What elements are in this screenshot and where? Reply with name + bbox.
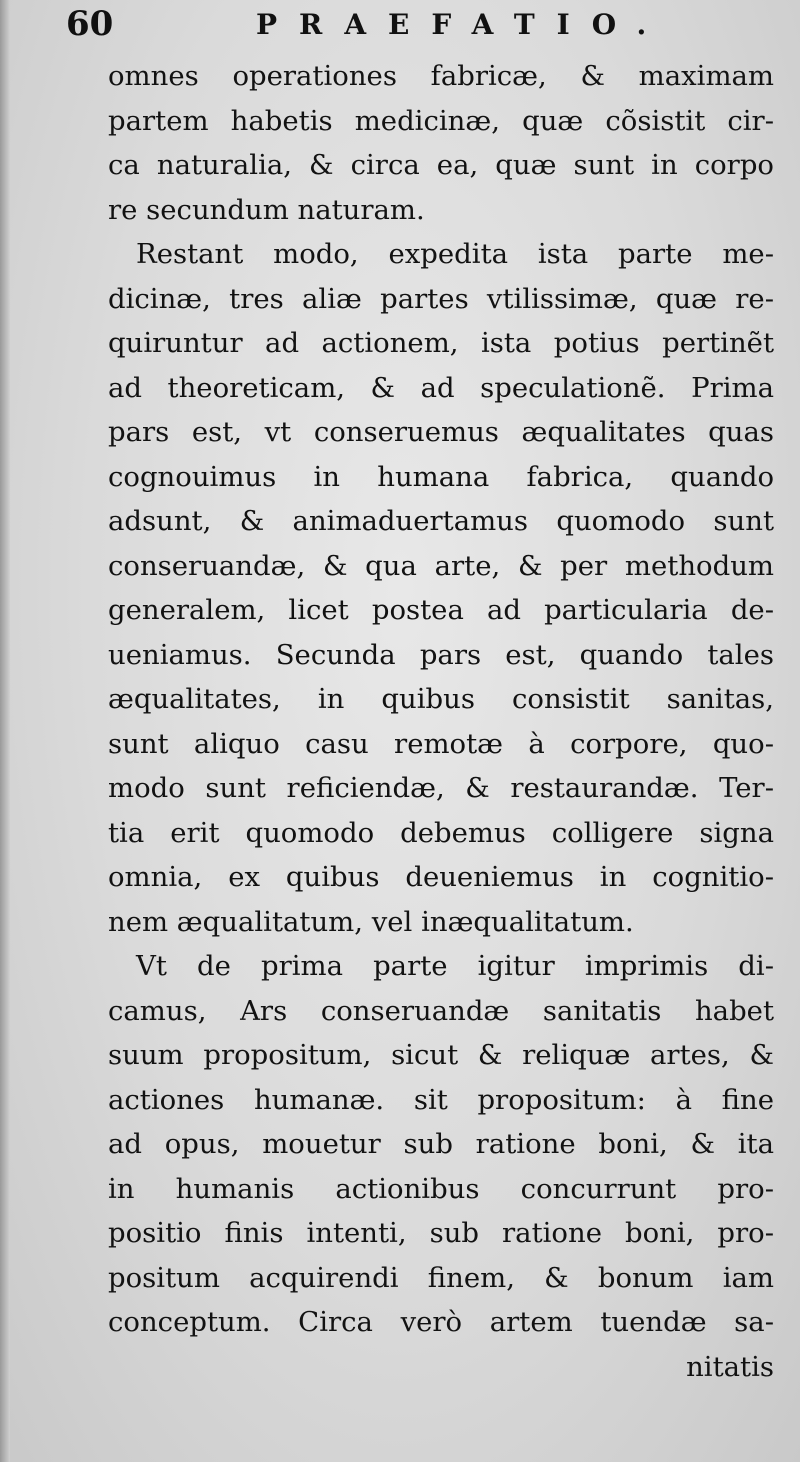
text-line: æqualitates, in quibus consistit sanitas, (108, 683, 774, 715)
text-line: pars est, vt conseruemus æqualitates quas (108, 416, 774, 448)
text-line: actiones humanæ. sit propositum: à fine (108, 1083, 774, 1116)
catchword: nitatis (686, 1350, 774, 1383)
body-text (108, 54, 774, 1389)
text-line: positum acquirendi finem, & bonum iam (108, 1261, 774, 1294)
text-line: tia erit quomodo debemus colligere signa (108, 816, 774, 849)
text-line: in humanis actionibus concurrunt pro- (108, 1172, 774, 1205)
text-line: modo sunt reficiendæ, & restaurandæ. Ter- (108, 772, 774, 804)
text-line: sunt aliquo casu remotæ à corpore, quo- (108, 727, 774, 760)
running-head: PRAEFATIO. (256, 8, 669, 41)
text-line: generalem, licet postea ad particularia de- (108, 594, 774, 626)
text-line: quiruntur ad actionem, ista potius pertinẽt (108, 327, 774, 359)
text-line: dicinæ, tres aliæ partes vtilissimæ, quæ re- (108, 282, 774, 315)
text-line: nem æqualitatum, vel inæqualitatum. (108, 905, 634, 938)
text-line: ca naturalia, & circa ea, quæ sunt in corpo (108, 149, 774, 181)
text-line: ad theoreticam, & ad speculationẽ. Prima (108, 371, 774, 404)
text-line: ad opus, mouetur sub ratione boni, & ita (108, 1128, 774, 1160)
text-line: camus, Ars conseruandæ sanitatis habet (108, 994, 774, 1027)
text-line: conceptum. Circa verò artem tuendæ sa- (108, 1306, 774, 1338)
text-line: omnes operationes fabricæ, & maximam (108, 60, 774, 92)
page-gutter-shadow (0, 0, 10, 1462)
text-line: partem habetis medicinæ, quæ cõsistit cir- (108, 104, 774, 137)
text-line: Vt de prima parte igitur imprimis di- (136, 950, 774, 982)
text-line: conseruandæ, & qua arte, & per methodum (108, 549, 774, 582)
text-line: re secundum naturam. (108, 193, 425, 226)
text-line: suum propositum, sicut & reliquæ artes, & (108, 1039, 774, 1071)
text-line: positio finis intenti, sub ratione boni, pro- (108, 1217, 774, 1249)
text-line: ueniamus. Secunda pars est, quando tales (108, 638, 774, 671)
text-line: adsunt, & animaduertamus quomodo sunt (108, 505, 774, 537)
text-line: omnia, ex quibus deueniemus in cognitio- (108, 861, 774, 893)
page-header (66, 4, 776, 44)
page-number: 60 (66, 4, 114, 44)
text-line: Restant modo, expedita ista parte me- (136, 238, 774, 270)
text-line: cognouimus in humana fabrica, quando (108, 460, 774, 493)
